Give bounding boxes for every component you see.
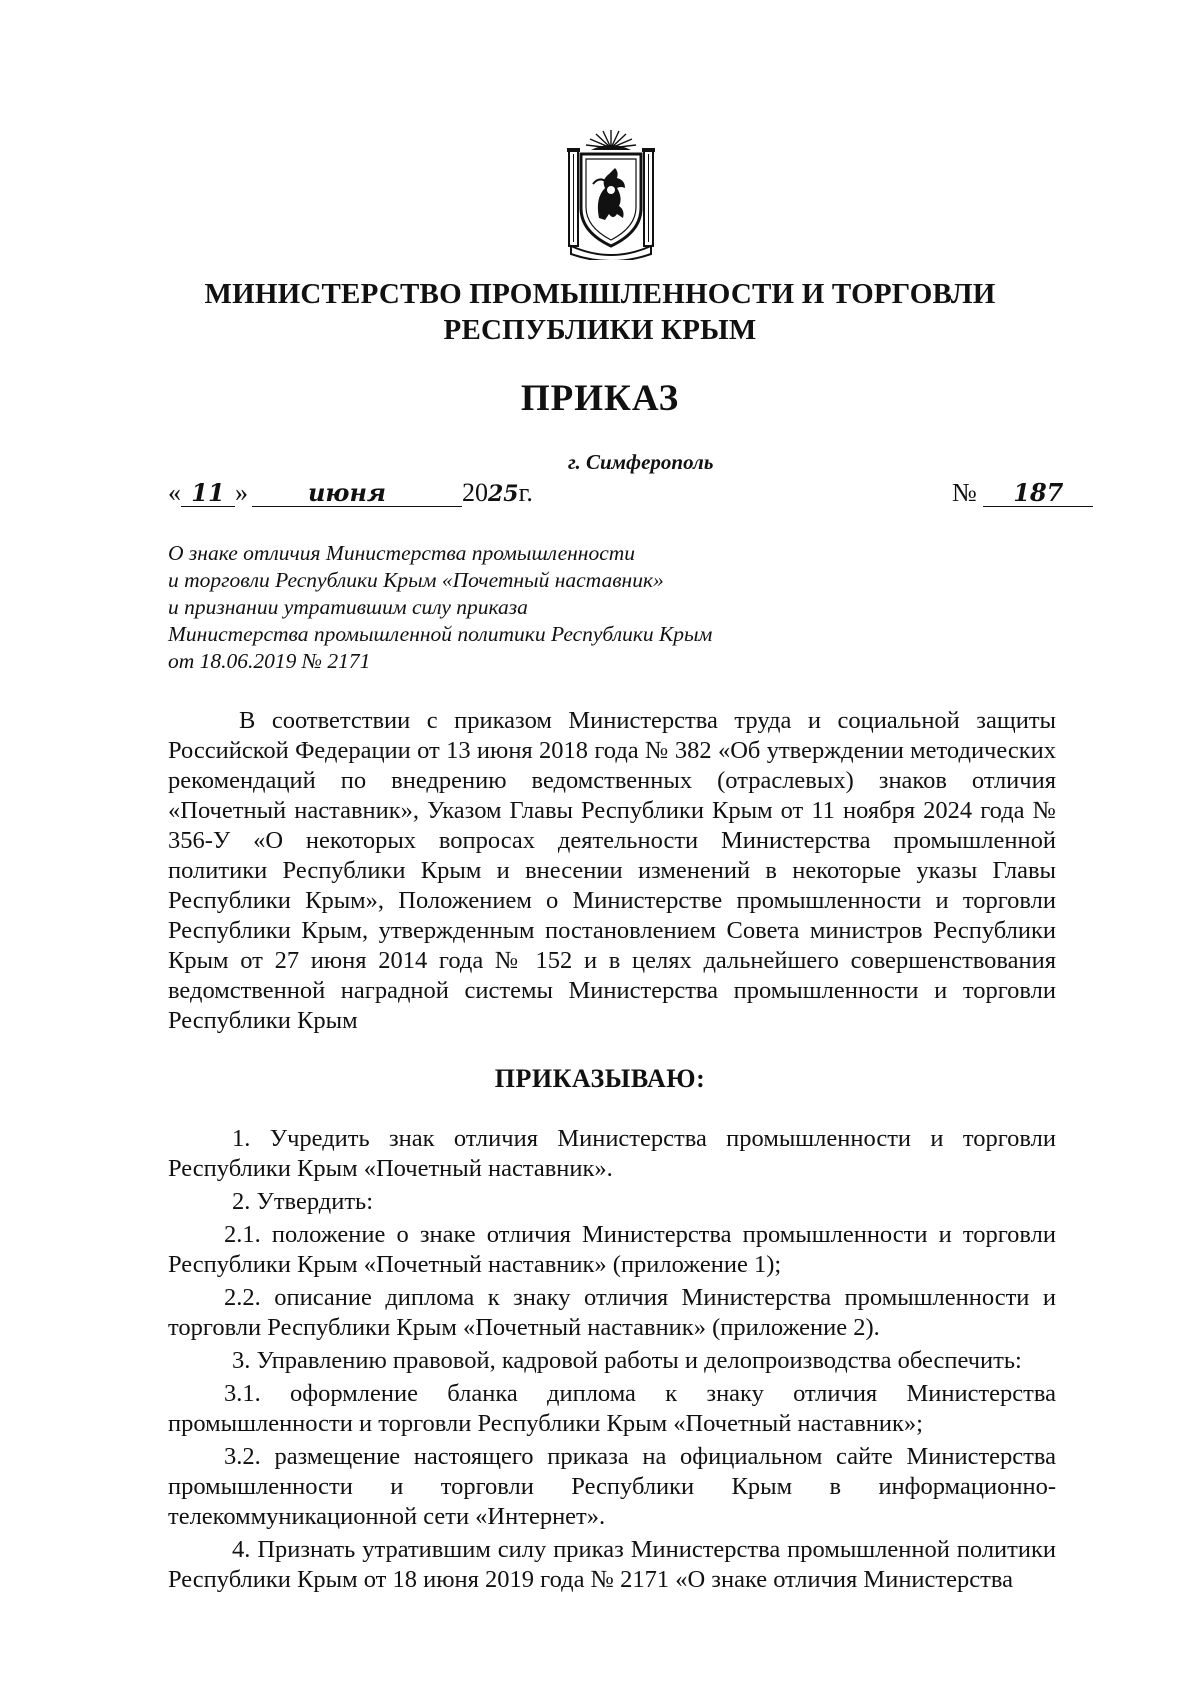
date-close-quote: » [235, 478, 248, 507]
order-item: 4. Признать утратившим силу приказ Министерства промышленной политики Республики Крым от 18 июня 2019 года № 2171 «О знаке отличия Министерства [168, 1536, 1056, 1593]
ministry-name [150, 276, 1050, 348]
date-year-prefix: 20 [462, 478, 488, 507]
subject-line: и торговли Республики Крым «Почетный наставник» [168, 568, 664, 592]
order-subject [168, 540, 808, 675]
subject-line: О знаке отличия Министерства промышленности [168, 541, 636, 565]
date-day: 11 [181, 480, 235, 507]
order-item: 2.1. положение о знаке отличия Министерства промышленности и торговли Республики Крым «Почетный наставник» (приложение 1); [168, 1221, 1056, 1278]
order-item: 3. Управлению правовой, кадровой работы и делопроизводства обеспечить: [232, 1347, 1022, 1374]
ministry-name-line-1: МИНИСТЕРСТВО ПРОМЫШЛЕННОСТИ И ТОРГОВЛИ [204, 278, 996, 310]
subject-line: и признании утратившим силу приказа [168, 595, 528, 619]
date-year-handwritten: 25 [488, 481, 519, 507]
date-open-quote: « [168, 478, 181, 507]
document-title: ПРИКАЗ [520, 378, 680, 419]
number-sign: № [952, 478, 977, 507]
order-items [168, 1124, 1056, 1598]
order-item: 3.1. оформление бланка диплома к знаку отличия Министерства промышленности и торговли Республики Крым «Почетный наставник»; [168, 1380, 1056, 1437]
subject-line: Министерства промышленной политики Республики Крым [168, 622, 713, 646]
crimea-coat-of-arms-icon [565, 128, 657, 260]
order-item: 2. Утвердить: [232, 1188, 374, 1215]
order-item: 1. Учредить знак отличия Министерства промышленности и торговли Республики Крым «Почетный наставник». [168, 1125, 1056, 1182]
preamble-paragraph: В соответствии с приказом Министерства труда и социальной защиты Российской Федерации от 13 июня 2018 года № 382 «Об утверждении методических рекомендаций по внедрению ведомственных (отраслевых) знаков отличия «Почетный наставник», Указом Главы Республики Крым от 11 ноября 2024 года № 356-У «О некоторых вопросах деятельности Министерства промышленной политики Республики Крым и внесении изменений в некоторые указы Главы Республики Крым», Положением о Министерстве промышленности и торговли Республики Крым, утвержденным постановлением Совета министров Республики Крым от 27 июня 2014 года № 152 и в целях дальнейшего совершенствования ведомственной наградной системы Министерства промышленности и торговли Республики Крым [168, 707, 1056, 1034]
city-label: г. Симферополь [568, 450, 714, 474]
order-date [168, 478, 533, 508]
ministry-name-line-2: РЕСПУБЛИКИ КРЫМ [443, 314, 757, 346]
order-item: 3.2. размещение настоящего приказа на официальном сайте Министерства промышленности и торговли Республики Крым в информационно-телекоммуникационной сети «Интернет». [168, 1443, 1056, 1530]
date-month: июня [252, 480, 442, 507]
order-number [952, 478, 1093, 508]
date-year-suffix: г. [518, 478, 533, 507]
orders-heading: ПРИКАЗЫВАЮ: [494, 1064, 706, 1093]
number-value: 187 [983, 480, 1093, 507]
order-item: 2.2. описание диплома к знаку отличия Министерства промышленности и торговли Республики Крым «Почетный наставник» (приложение 2). [168, 1284, 1056, 1341]
subject-line: от 18.06.2019 № 2171 [168, 649, 371, 673]
